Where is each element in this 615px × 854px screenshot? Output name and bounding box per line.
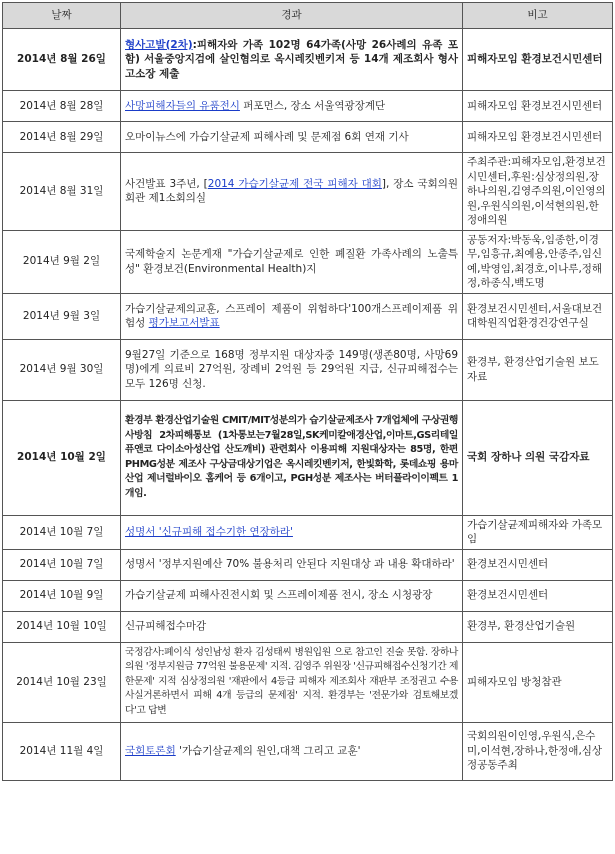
row-date: 2014년 8월 29일 [3, 122, 121, 153]
row-remark: 국회의원이인영,우원식,은수미,이석현,장하나,한정애,심상정공동주최 [463, 722, 613, 780]
table-row [3, 642, 613, 722]
row-date: 2014년 10월 10일 [3, 611, 121, 642]
row-result [121, 91, 463, 122]
table-row [3, 400, 613, 515]
result-text: 환경부 환경산업기술원 CMIT/MIT성분의가 습기살균제조사 7개업체에 구상권행사방침 2차피해통보 (1차통보는7월28일,SK케미칼애경산업,이마트,GS리테일 퓨앤코 다이소아성산업 산도깨비) 관련회사 이용피해 지원대상자는 85명, 한편 PHMG성분 제조사 구상금대상기업은 옥시레킷벤키저, 한빛화학, 롯데쇼핑 용마산업 제너럴바이오 홈케어 등 6개이고, PGH성분 제조사는 버터플라이이펙트 1개임. [125, 415, 458, 499]
result-link[interactable]: 형사고발(2차) [125, 38, 193, 51]
table-row [3, 549, 613, 580]
result-link[interactable]: 2014 가습기살균제 전국 피해자 대회 [207, 177, 382, 190]
row-result [121, 580, 463, 611]
row-remark: 환경보건시민센터,서울대보건대학원직업환경건강연구실 [463, 293, 613, 339]
table-row [3, 611, 613, 642]
row-remark: 환경보건시민센터 [463, 549, 613, 580]
row-remark: 환경보건시민센터 [463, 580, 613, 611]
row-result [121, 722, 463, 780]
table-row [3, 153, 613, 231]
result-text: :피해자와 가족 102명 64가족(사망 26사례의 유족 포함) 서울중앙지검에 살인혐의로 옥시레킷벤키저 등 14개 제조회사 형사고소장 제출 [125, 38, 458, 80]
result-text: 사건발표 3주년, [ [125, 177, 208, 190]
row-result [121, 339, 463, 400]
header-remark: 비고 [463, 3, 613, 29]
row-date: 2014년 9월 30일 [3, 339, 121, 400]
row-remark: 국회 장하나 의원 국감자료 [463, 400, 613, 515]
row-date: 2014년 10월 9일 [3, 580, 121, 611]
row-date: 2014년 9월 2일 [3, 230, 121, 293]
result-text: '가습기살균제의 원인,대책 그리고 교훈' [175, 744, 361, 757]
result-text: 신규피해접수마감 [125, 620, 207, 633]
table-row [3, 722, 613, 780]
row-remark: 공동저자:박동욱,임종한,이경무,임흥규,최예용,안종주,임신예,박영임,최경호,이나루,정해정,하종식,백도명 [463, 230, 613, 293]
row-date: 2014년 10월 7일 [3, 515, 121, 549]
result-text: 퍼포먼스, 장소 서울역광장계단 [239, 99, 386, 112]
row-remark: 피해자모임 환경보건시민센터 [463, 91, 613, 122]
row-result [121, 230, 463, 293]
row-result [121, 293, 463, 339]
row-remark: 피해자모임 환경보건시민센터 [463, 122, 613, 153]
table-row [3, 91, 613, 122]
row-result [121, 611, 463, 642]
header-result: 경과 [121, 3, 463, 29]
result-link[interactable]: 사망피해자들의 유품전시 [125, 99, 240, 112]
result-text: ], 장소 국회의원회관 제1소회의실 [125, 177, 458, 205]
result-text: 오마이뉴스에 가습기살균제 피해사례 및 문제점 6회 연재 기사 [125, 130, 409, 143]
row-result [121, 29, 463, 91]
row-date: 2014년 10월 7일 [3, 549, 121, 580]
result-link[interactable]: 평가보고서발표 [148, 317, 220, 329]
row-date: 2014년 8월 31일 [3, 153, 121, 231]
result-text: 국제학술지 논문게재 "가습기살균제로 인한 폐질환 가족사례의 노출특성" 환경보건(Environmental Health)지 [125, 248, 458, 275]
header-row [3, 3, 613, 29]
table-row [3, 122, 613, 153]
row-remark: 주최주관:피해자모임,환경보건시민센터,후원:심상정의원,장하나의원,김영주의원,이인영의원,우원식의원,이석현의원,한정애의원 [463, 153, 613, 231]
result-link[interactable]: 국회토론회 [125, 744, 176, 757]
row-date: 2014년 10월 2일 [3, 400, 121, 515]
row-result [121, 549, 463, 580]
row-date: 2014년 11월 4일 [3, 722, 121, 780]
row-remark: 환경부, 환경산업기술원 보도자료 [463, 339, 613, 400]
row-result [121, 122, 463, 153]
table-row [3, 580, 613, 611]
row-date: 2014년 9월 3일 [3, 293, 121, 339]
timeline-table [2, 2, 613, 781]
table-row [3, 230, 613, 293]
row-remark: 피해자모임 환경보건시민센터 [463, 29, 613, 91]
table-row [3, 339, 613, 400]
row-date: 2014년 10월 23일 [3, 642, 121, 722]
result-link[interactable]: 성명서 '신규피해 접수기한 연장하라' [125, 525, 293, 538]
row-remark: 환경부, 환경산업기술원 [463, 611, 613, 642]
header-date: 날짜 [3, 3, 121, 29]
result-text: 9월27일 기준으로 168명 정부지원 대상자중 149명(생존80명, 사망69명)에게 의료비 27억원, 장례비 2억원 등 29억원 지급, 신규피해접수는 모두 126명 신청. [125, 348, 458, 390]
row-remark: 가습기살균제피해자와 가족모임 [463, 515, 613, 549]
result-text: 가습기살균제의교훈, 스프레이 제품이 위험하다'100개스프레이제품 위험성 [125, 302, 458, 329]
table-row [3, 29, 613, 91]
row-result [121, 153, 463, 231]
row-remark: 피해자모임 방청참관 [463, 642, 613, 722]
table-body [3, 29, 613, 781]
row-date: 2014년 8월 26일 [3, 29, 121, 91]
row-date: 2014년 8월 28일 [3, 91, 121, 122]
table-row [3, 293, 613, 339]
table-row [3, 515, 613, 549]
row-result [121, 642, 463, 722]
row-result [121, 400, 463, 515]
row-result [121, 515, 463, 549]
result-text: 가습기살균제 피해사진전시회 및 스프레이제품 전시, 장소 시청광장 [125, 589, 433, 602]
result-text: 성명서 '정부지원예산 70% 불용처리 안된다 지원대상 과 내용 확대하라' [125, 558, 455, 571]
result-text: 국정감사:폐이식 성인남성 환자 김성태씨 병원입원 으로 참고인 진술 못함. 장하나의원 '정부지원금 77억원 불용문제' 지적. 김영주 위원장 '신규피해접수신청기간 제한문제' 지적 심상정의원 '재판에서 4등급 피해자 제조회사 재판부 조정권고 수용 사실거론하면서 피해 4개 등급의 문제점' 지적. 환경부는 '전문가와 검토해보겠다'고 답변 [125, 646, 459, 716]
